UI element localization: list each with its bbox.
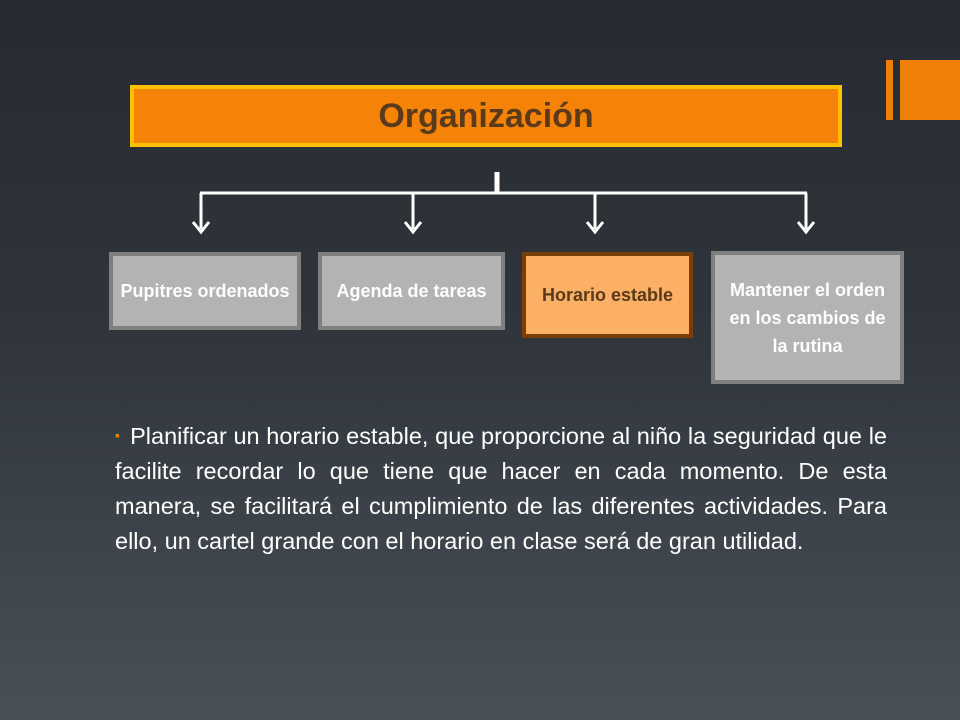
- node-mantener: [711, 251, 904, 384]
- node-pupitres: [109, 252, 301, 330]
- node-mantener-label: Mantener el orden en los cambios de la rutina: [729, 279, 886, 356]
- body-bullet-paragraph: [115, 418, 887, 559]
- diagram-title: Organización: [378, 96, 594, 135]
- diagram-root-node: [130, 85, 842, 147]
- node-pupitres-label: Pupitres ordenados: [120, 281, 290, 301]
- node-horario: [522, 252, 693, 338]
- node-horario-label: Horario estable: [541, 285, 674, 305]
- bullet-square-icon: ▪: [115, 427, 121, 443]
- node-agenda-label: Agenda de tareas: [336, 281, 487, 301]
- body-paragraph-text: Planificar un horario estable, que proporcione al niño la seguridad que le facilite recordar lo que tiene que hacer en cada momento. De esta manera, se facilitará el cumplimiento de las diferentes actividades. Para ello, un cartel grande con el horario en clase será de gran utilidad.: [115, 423, 887, 554]
- node-agenda: [318, 252, 505, 330]
